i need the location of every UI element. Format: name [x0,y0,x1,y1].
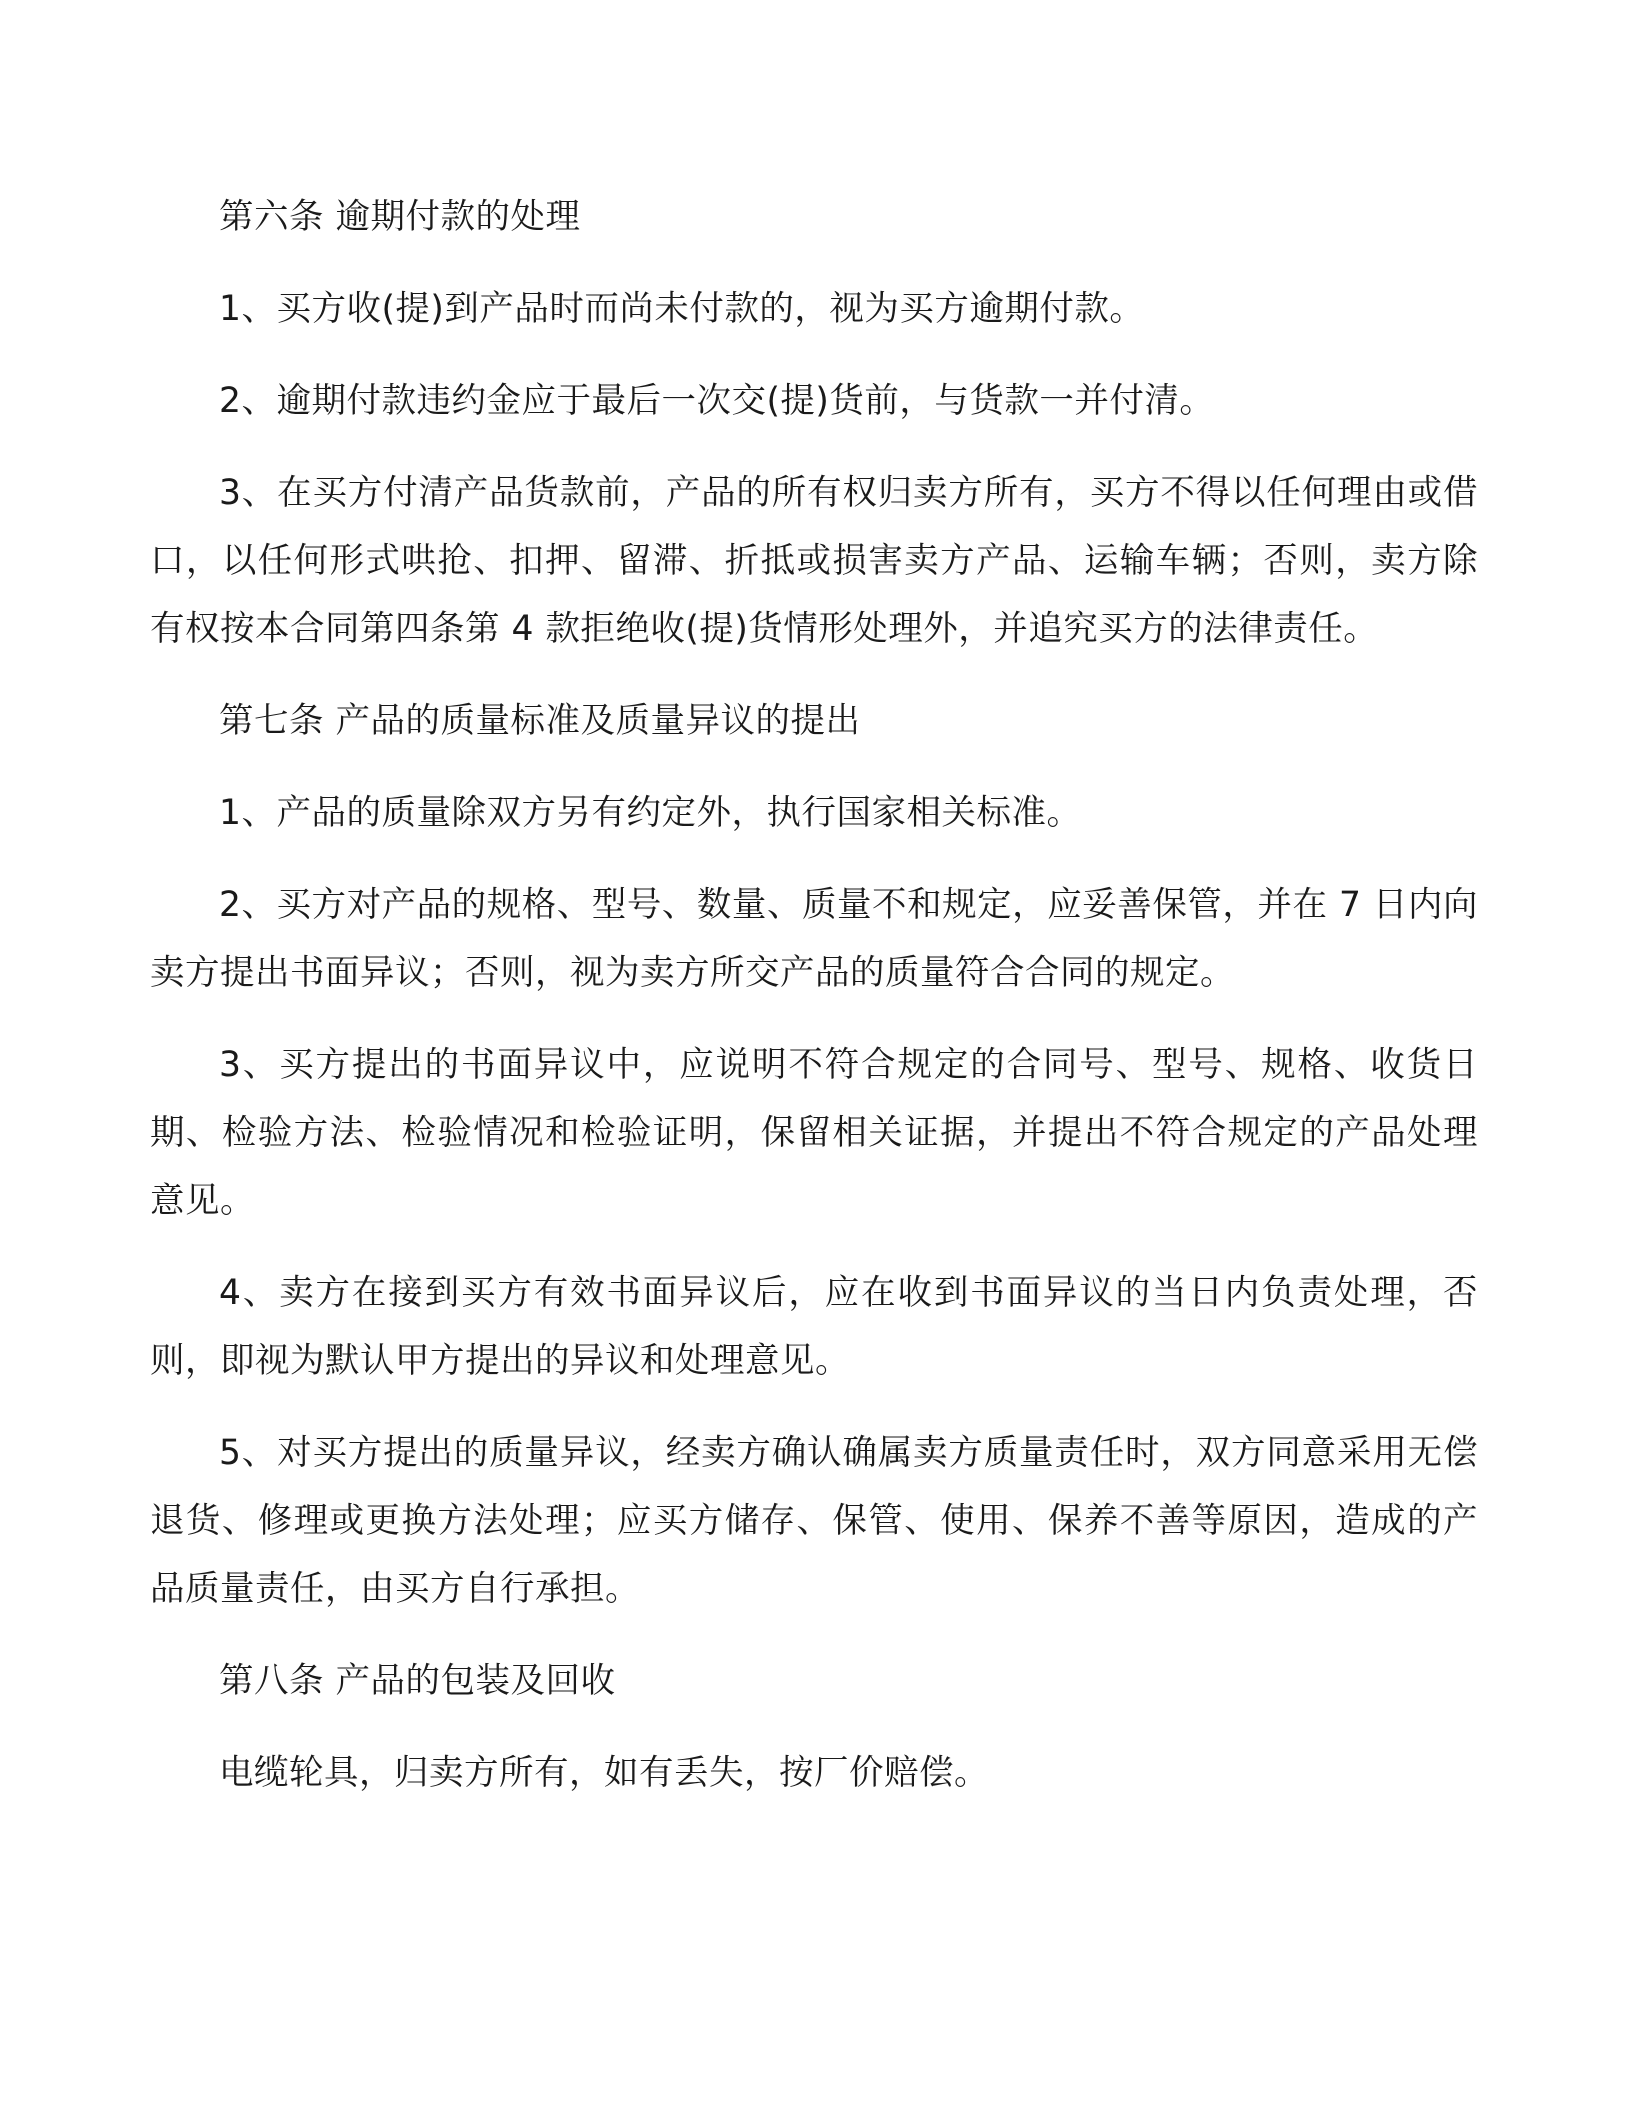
article-7-item-4: 4、卖方在接到买方有效书面异议后，应在收到书面异议的当日内负责处理，否则，即视为默认甲方提出的异议和处理意见。 [150,1273,1478,1381]
article-7-item-3: 3、买方提出的书面异议中，应说明不符合规定的合同号、型号、规格、收货日期、检验方法、检验情况和检验证明，保留相关证据，并提出不符合规定的产品处理意见。 [150,1045,1478,1221]
document-page [150,183,1478,1831]
article-7-item-1: 1、产品的质量除双方另有约定外，执行国家相关标准。 [219,793,1082,833]
article-7-heading: 第七条 产品的质量标准及质量异议的提出 [219,701,861,741]
article-6-item-3: 3、在买方付清产品货款前，产品的所有权归卖方所有，买方不得以任何理由或借口，以任何形式哄抢、扣押、留滞、折抵或损害卖方产品、运输车辆；否则，卖方除有权按本合同第四条第 4 款拒绝收(提)货情形处理外，并追究买方的法律责任。 [150,473,1478,649]
article-8-heading: 第八条 产品的包装及回收 [219,1661,616,1701]
article-8-item-1: 电缆轮具，归卖方所有，如有丢失，按厂价赔偿。 [219,1753,989,1793]
article-7-item-5: 5、对买方提出的质量异议，经卖方确认确属卖方质量责任时，双方同意采用无偿退货、修理或更换方法处理；应买方储存、保管、使用、保养不善等原因，造成的产品质量责任，由买方自行承担。 [150,1433,1478,1609]
article-6-heading: 第六条 逾期付款的处理 [219,197,581,237]
article-6-item-1: 1、买方收(提)到产品时而尚未付款的，视为买方逾期付款。 [219,289,1145,329]
article-6-item-2: 2、逾期付款违约金应于最后一次交(提)货前，与货款一并付清。 [219,381,1215,421]
article-7-item-2: 2、买方对产品的规格、型号、数量、质量不和规定，应妥善保管，并在 7 日内向卖方提出书面异议；否则，视为卖方所交产品的质量符合合同的规定。 [150,885,1478,993]
